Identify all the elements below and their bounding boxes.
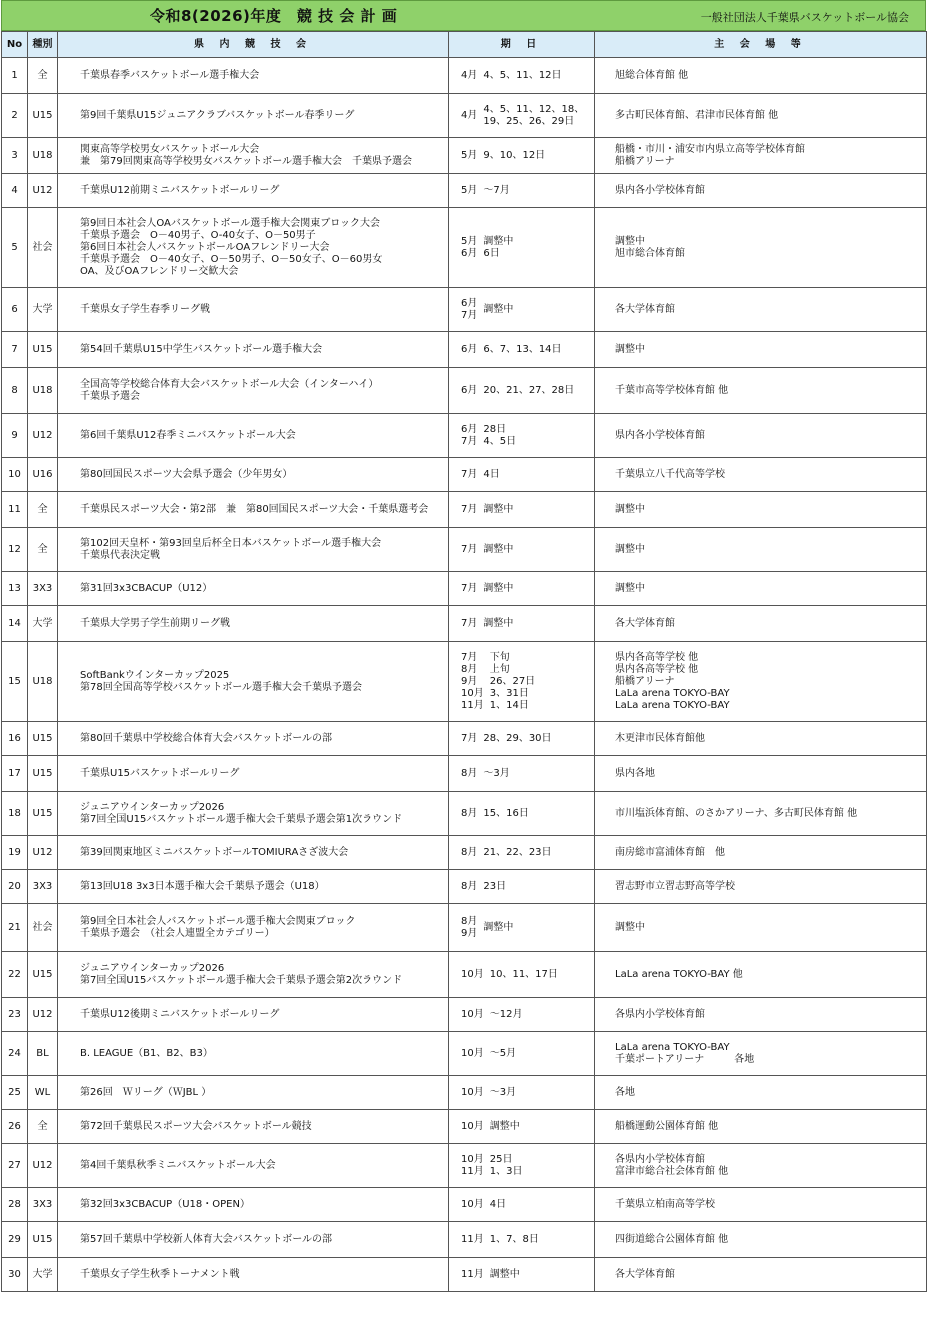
row-month: 10月 [461,1086,484,1098]
date-wrap [461,768,594,780]
page-title: 令和8(2026)年度 競 技 会 計 画 [150,7,398,25]
row-number: 8 [2,368,28,414]
row-number: 13 [2,572,28,606]
row-number: 23 [2,998,28,1032]
row-month: 5月 [461,184,478,196]
row-category: U15 [28,756,58,792]
row-category: 大学 [28,288,58,332]
row-category: U18 [28,368,58,414]
row-category: U15 [28,94,58,138]
row-category: U18 [28,642,58,722]
row-number: 24 [2,1032,28,1076]
row-month: 8月 [461,880,478,892]
row-venue: 調整中 [595,492,927,528]
row-venue: 各県内小学校体育館 富津市総合社会体育館 他 [595,1144,927,1188]
row-date [449,756,595,792]
row-venue: 船橋運動公園体育館 他 [595,1110,927,1144]
row-number: 28 [2,1188,28,1222]
table-row [2,756,927,792]
date-wrap [461,1154,594,1178]
row-event: 第9回日本社会人OAバスケットボール選手権大会関東ブロック大会 千葉県予選会 O－40男子、O-40女子、O－50男子 第6回日本社会人バスケットボールOAフレンドリー大会 千葉県予選会 O－40女子、O－50男子、O－50女子、O－60男女 OA、及びOAフレンドリー交歓大会 [58,208,449,288]
row-days: 4、5、11、12日 [483,69,562,81]
table-row [2,1110,927,1144]
row-days: 調整中 [483,543,514,555]
row-event: 千葉県女子学生春季リーグ戦 [58,288,449,332]
row-month: 7月 [461,468,478,480]
row-venue: 各県内小学校体育館 [595,998,927,1032]
row-month: 5月 [461,149,478,161]
row-event: 千葉県大学男子学生前期リーグ戦 [58,606,449,642]
table-row [2,1222,927,1258]
date-wrap [461,618,594,630]
table-row [2,792,927,836]
row-event: 千葉県女子学生秋季トーナメント戦 [58,1258,449,1292]
date-wrap [461,150,594,162]
row-number: 15 [2,642,28,722]
table-row [2,458,927,492]
row-days: ～3月 [489,1086,517,1098]
row-days: 25日 1、3日 [489,1153,523,1177]
row-date [449,870,595,904]
row-month: 7月 8月 9月 10月 11月 [461,651,484,711]
row-month: 6月 7月 [461,297,478,321]
row-month: 10月 [461,1008,484,1020]
row-date [449,1076,595,1110]
row-date [449,1110,595,1144]
row-days: ～12月 [489,1008,523,1020]
row-number: 19 [2,836,28,870]
row-venue: 県内各小学校体育館 [595,174,927,208]
date-wrap [461,469,594,481]
row-event: ジュニアウインターカップ2026 第7回全国U15バスケットボール選手権大会千葉県予選会第2次ラウンド [58,952,449,998]
row-days: 1、7、8日 [489,1233,539,1245]
row-date [449,58,595,94]
row-venue: 各大学体育館 [595,606,927,642]
row-days: 6、7、13、14日 [483,343,562,355]
row-month: 11月 [461,1268,484,1280]
row-venue: 各地 [595,1076,927,1110]
row-category: WL [28,1076,58,1110]
row-days: 28日 4、5日 [483,423,517,447]
date-wrap [461,1234,594,1246]
row-venue: 多古町民体育館、君津市民体育館 他 [595,94,927,138]
row-number: 17 [2,756,28,792]
row-date [449,208,595,288]
table-row [2,414,927,458]
row-category: 全 [28,58,58,94]
row-event: 千葉県U12後期ミニバスケットボールリーグ [58,998,449,1032]
row-event: 第72回千葉県民スポーツ大会バスケットボール競技 [58,1110,449,1144]
column-header-category: 種別 [28,32,58,58]
row-days: 21、22、23日 [483,846,552,858]
table-row [2,1188,927,1222]
row-date [449,1032,595,1076]
table-row [2,1258,927,1292]
row-date [449,572,595,606]
row-event: SoftBankウインターカップ2025 第78回全国高等学校バスケットボール選手権大会千葉県予選会 [58,642,449,722]
table-row [2,1144,927,1188]
row-venue: 県内各小学校体育館 [595,414,927,458]
row-days: 調整中 [489,1268,520,1280]
row-category: 全 [28,528,58,572]
row-category: 3X3 [28,1188,58,1222]
row-number: 2 [2,94,28,138]
row-venue: 四街道総合公園体育館 他 [595,1222,927,1258]
row-event: 千葉県U15バスケットボールリーグ [58,756,449,792]
row-number: 29 [2,1222,28,1258]
row-date [449,414,595,458]
row-number: 10 [2,458,28,492]
row-date [449,722,595,756]
row-event: 第80回国民スポーツ大会県予選会（少年男女） [58,458,449,492]
table-row [2,836,927,870]
table-row [2,208,927,288]
row-number: 22 [2,952,28,998]
row-month: 5月 6月 [461,235,478,259]
table-row [2,998,927,1032]
row-date [449,1144,595,1188]
date-wrap [461,424,594,448]
row-number: 4 [2,174,28,208]
row-month: 8月 9月 [461,915,478,939]
row-days: 4日 [483,468,500,480]
row-category: 社会 [28,208,58,288]
row-days: 調整中 [483,921,514,933]
row-month: 8月 [461,807,478,819]
row-date [449,606,595,642]
row-event: 第80回千葉県中学校総合体育大会バスケットボールの部 [58,722,449,756]
row-venue: 調整中 旭市総合体育館 [595,208,927,288]
row-date [449,492,595,528]
row-category: U15 [28,722,58,756]
row-category: U12 [28,836,58,870]
row-event: 第31回3x3CBACUP（U12） [58,572,449,606]
row-event: 全国高等学校総合体育大会バスケットボール大会（インターハイ） 千葉県予選会 [58,368,449,414]
table-row [2,288,927,332]
row-event: 第39回関東地区ミニバスケットボールTOMIURAさざ波大会 [58,836,449,870]
table-row [2,174,927,208]
date-wrap [461,185,594,197]
table-row [2,138,927,174]
row-category: U12 [28,414,58,458]
row-date [449,458,595,492]
row-number: 5 [2,208,28,288]
row-month: 8月 [461,767,478,779]
row-venue: 県内各高等学校 他 県内各高等学校 他 船橋アリーナ LaLa arena TOKYO-BAY LaLa arena TOKYO-BAY [595,642,927,722]
row-category: U16 [28,458,58,492]
row-month: 10月 [461,1120,484,1132]
row-month: 4月 [461,69,478,81]
row-days: 調整中 [483,503,514,515]
row-event: 第4回千葉県秋季ミニバスケットボール大会 [58,1144,449,1188]
date-wrap [461,344,594,356]
date-wrap [461,544,594,556]
row-event: 関東高等学校男女バスケットボール大会 兼 第79回関東高等学校男女バスケットボール選手権大会 千葉県予選会 [58,138,449,174]
column-header-date: 期 日 [449,32,595,58]
row-month: 10月 [461,1047,484,1059]
row-days: ～7月 [483,184,510,196]
date-wrap [461,1199,594,1211]
row-number: 9 [2,414,28,458]
row-event: B. LEAGUE（B1、B2、B3） [58,1032,449,1076]
date-wrap [461,504,594,516]
row-days: 9、10、12日 [483,149,546,161]
row-month: 6月 7月 [461,423,478,447]
row-venue: 旭総合体育館 他 [595,58,927,94]
date-wrap [461,385,594,397]
row-category: 3X3 [28,572,58,606]
date-wrap [461,733,594,745]
date-wrap [461,298,594,322]
row-date [449,904,595,952]
row-event: 第9回全日本社会人バスケットボール選手権大会関東ブロック 千葉県予選会 （社会人連盟全カテゴリー） [58,904,449,952]
row-date [449,138,595,174]
row-venue: LaLa arena TOKYO-BAY 千葉ポートアリーナ 各地 [595,1032,927,1076]
row-date [449,1188,595,1222]
row-month: 7月 [461,582,478,594]
row-date [449,1258,595,1292]
table-row [2,368,927,414]
row-days: 調整中 [483,582,514,594]
row-number: 12 [2,528,28,572]
row-date [449,642,595,722]
row-category: U15 [28,792,58,836]
table-row [2,528,927,572]
row-category: 3X3 [28,870,58,904]
row-days: ～5月 [489,1047,517,1059]
row-number: 27 [2,1144,28,1188]
row-event: 第54回千葉県U15中学生バスケットボール選手権大会 [58,332,449,368]
row-category: U15 [28,1222,58,1258]
date-wrap [461,1087,594,1099]
row-category: 大学 [28,606,58,642]
table-row [2,870,927,904]
row-venue: 木更津市民体育館他 [595,722,927,756]
row-days: 15、16日 [483,807,529,819]
row-number: 21 [2,904,28,952]
table-body [2,58,927,1292]
row-month: 7月 [461,503,478,515]
row-venue: 市川塩浜体育館、のさかアリーナ、多古町民体育館 他 [595,792,927,836]
row-event: 第57回千葉県中学校新人体育大会バスケットボールの部 [58,1222,449,1258]
row-venue: LaLa arena TOKYO-BAY 他 [595,952,927,998]
row-days: 23日 [483,880,507,892]
table-row [2,332,927,368]
table-row [2,952,927,998]
row-venue: 千葉県立柏南高等学校 [595,1188,927,1222]
row-venue: 南房総市富浦体育館 他 [595,836,927,870]
column-header-no: No [2,32,28,58]
row-event: 第102回天皇杯・第93回皇后杯全日本バスケットボール選手権大会 千葉県代表決定戦 [58,528,449,572]
row-venue: 調整中 [595,904,927,952]
row-venue: 船橋・市川・浦安市内県立高等学校体育館 船橋アリーナ [595,138,927,174]
row-event: 第26回 Ｗリーグ（ＷJBL ） [58,1076,449,1110]
table-row [2,1076,927,1110]
row-days: 調整中 [483,617,514,629]
row-number: 30 [2,1258,28,1292]
date-wrap [461,1269,594,1281]
row-number: 7 [2,332,28,368]
row-venue: 県内各地 [595,756,927,792]
table-row [2,572,927,606]
table-row [2,492,927,528]
row-category: U12 [28,998,58,1032]
date-wrap [461,1048,594,1060]
row-venue: 各大学体育館 [595,1258,927,1292]
row-number: 20 [2,870,28,904]
row-days: 20、21、27、28日 [483,384,575,396]
row-number: 26 [2,1110,28,1144]
row-date [449,998,595,1032]
row-days: 調整中 [489,1120,520,1132]
date-wrap [461,881,594,893]
row-category: 社会 [28,904,58,952]
row-category: 全 [28,1110,58,1144]
row-event: 千葉県民スポーツ大会・第2部 兼 第80回国民スポーツ大会・千葉県選考会 [58,492,449,528]
row-venue: 各大学体育館 [595,288,927,332]
row-category: U15 [28,332,58,368]
row-number: 16 [2,722,28,756]
row-number: 25 [2,1076,28,1110]
row-month: 10月 [461,968,484,980]
competition-table [1,31,927,1292]
row-month: 7月 [461,617,478,629]
row-category: BL [28,1032,58,1076]
row-event: 第6回千葉県U12春季ミニバスケットボール大会 [58,414,449,458]
row-event: 千葉県U12前期ミニバスケットボールリーグ [58,174,449,208]
row-days: 10、11、17日 [489,968,558,980]
table-row [2,58,927,94]
date-wrap [461,808,594,820]
row-number: 11 [2,492,28,528]
date-wrap [461,583,594,595]
schedule-page [1,0,926,1292]
row-days: 調整中 6日 [483,235,514,259]
row-days: 28、29、30日 [483,732,552,744]
row-date [449,1222,595,1258]
row-month: 11月 [461,1233,484,1245]
title-bar [1,0,926,31]
row-date [449,288,595,332]
row-date [449,952,595,998]
column-header-venue: 主 会 場 等 [595,32,927,58]
row-venue: 調整中 [595,332,927,368]
row-event: ジュニアウインターカップ2026 第7回全国U15バスケットボール選手権大会千葉県予選会第1次ラウンド [58,792,449,836]
row-date [449,368,595,414]
row-month: 10月 [461,1198,484,1210]
row-category: 全 [28,492,58,528]
row-date [449,174,595,208]
row-number: 18 [2,792,28,836]
row-venue: 調整中 [595,528,927,572]
column-header-event: 県 内 競 技 会 [58,32,449,58]
row-month: 6月 [461,384,478,396]
date-wrap [461,70,594,82]
row-category: U12 [28,1144,58,1188]
row-number: 6 [2,288,28,332]
row-date [449,836,595,870]
table-row [2,722,927,756]
date-wrap [461,916,594,940]
row-month: 4月 [461,109,478,121]
row-date [449,332,595,368]
date-wrap [461,236,594,260]
table-row [2,94,927,138]
row-days: 調整中 [483,303,514,315]
date-wrap [461,104,594,128]
date-wrap [461,652,594,712]
row-category: U12 [28,174,58,208]
date-wrap [461,847,594,859]
table-row [2,642,927,722]
organization-name: 一般社団法人千葉県バスケットボール協会 [700,11,909,24]
row-venue: 千葉県立八千代高等学校 [595,458,927,492]
date-wrap [461,1009,594,1021]
row-days: 下旬 上旬 26、27日 3、31日 1、14日 [489,651,536,711]
row-category: U15 [28,952,58,998]
row-number: 3 [2,138,28,174]
row-days: ～3月 [483,767,510,779]
date-wrap [461,1121,594,1133]
table-row [2,1032,927,1076]
row-month: 6月 [461,343,478,355]
row-event: 千葉県春季バスケットボール選手権大会 [58,58,449,94]
table-header-row [2,32,927,58]
row-days: 4、5、11、12、18、 19、25、26、29日 [483,103,585,127]
row-number: 14 [2,606,28,642]
table-row [2,904,927,952]
row-event: 第13回U18 3x3日本選手権大会千葉県予選会（U18） [58,870,449,904]
row-date [449,792,595,836]
row-venue: 千葉市高等学校体育館 他 [595,368,927,414]
row-event: 第9回千葉県U15ジュニアクラブバスケットボール春季リーグ [58,94,449,138]
row-date [449,528,595,572]
table-row [2,606,927,642]
row-days: 4日 [489,1198,507,1210]
date-wrap [461,969,594,981]
row-category: U18 [28,138,58,174]
row-venue: 習志野市立習志野高等学校 [595,870,927,904]
row-month: 10月 11月 [461,1153,484,1177]
row-month: 7月 [461,543,478,555]
row-number: 1 [2,58,28,94]
row-category: 大学 [28,1258,58,1292]
row-month: 8月 [461,846,478,858]
row-event: 第32回3x3CBACUP（U18・OPEN） [58,1188,449,1222]
row-venue: 調整中 [595,572,927,606]
row-month: 7月 [461,732,478,744]
row-date [449,94,595,138]
